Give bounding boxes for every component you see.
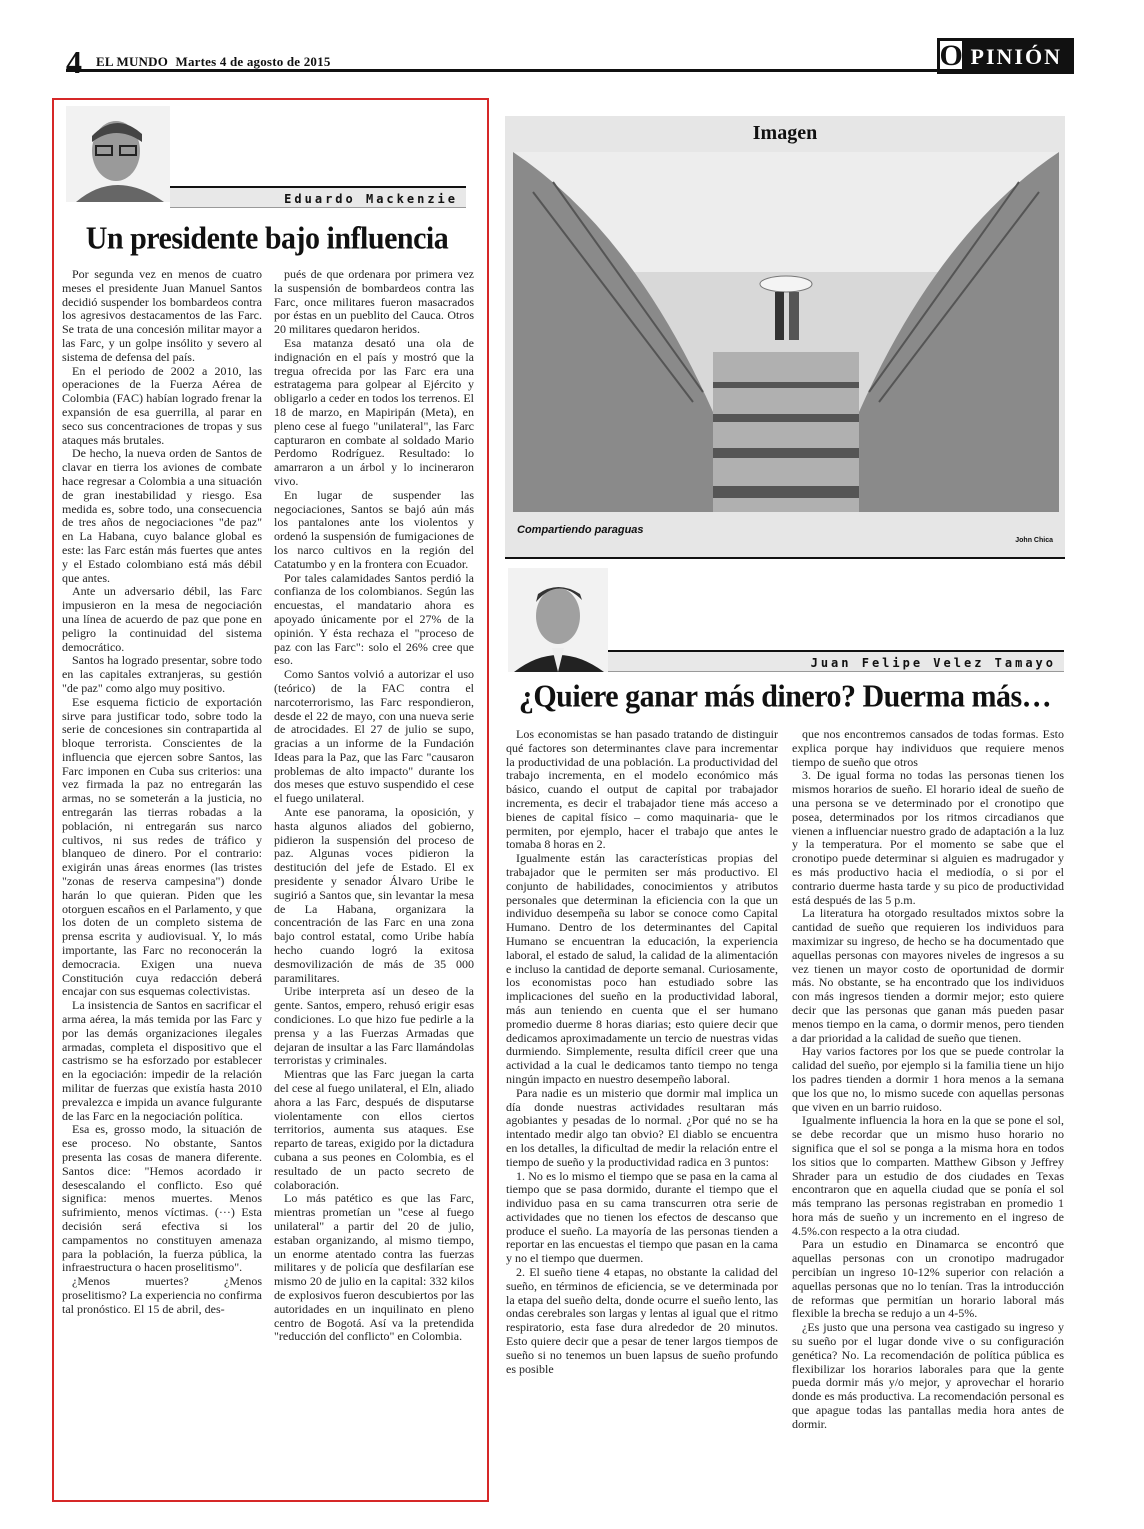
article-2-col2-text — [792, 728, 1064, 1432]
article1-col2-paragraph: En lugar de suspender las negociaciones, Santos se bajó aún más los pantalones ante los violentos y ordenó la suspensión de fumigaciones de los narco cultivos en la región del Catatumbo y en la frontera con Ecuador. — [274, 487, 474, 571]
article1-col1-paragraph: Santos ha logrado presentar, sobre todo en las capitales extranjeras, su gestión "de paz" como algo muy positivo. — [62, 653, 262, 695]
imagen-block — [505, 116, 1065, 559]
author-byline-2: Juan Felipe Velez Tamayo — [608, 650, 1064, 672]
article1-col1-paragraph: La insistencia de Santos en sacrificar el arma aérea, la más temida por las Farc y por las demás organizaciones ilegales armadas, completa el dispositivo que el castrismo se ha esforzado por establecer en la egociación: impedir de la relación militar de fuerzas que existía hasta 2010 prevalezca e impida un avance fulgurante de las Farc en la negociación política. — [62, 998, 262, 1123]
article-2-column-2 — [792, 728, 1064, 1480]
article1-col2-paragraph: Mientras que las Farc juegan la carta del cese al fuego unilateral, el Eln, aliado ahora a las Farc, después de disputarse violentamente con ellos ciertos territorios, aumenta sus ataques. Ese reparto de tareas, exigido por la dictadura cubana a sus peones en Colombia, es el resultado de un pacto secreto de colaboración. — [274, 1067, 474, 1192]
article-1-column-1 — [62, 268, 262, 1494]
article2-col1-paragraph: Los economistas se han pasado tratando de distinguir qué factores son determinantes clave para incrementar la productividad de una población. La productividad del trabajo incrementa, en el modelo económico más básico, cuando el output de capital por trabajador incrementa, es decir el trabajador tiene más acceso a bienes de capital físico – como maquinaria- que le permiten, por ejemplo, hacer el trabajo que antes le tomaba 8 horas en 2. — [506, 728, 778, 852]
article1-col2-paragraph: Por tales calamidades Santos perdió la confianza de los colombianos. Según las encuestas, el mandatario ahora es apoyado únicamente por el 27% de la opinión. Y ésta rechaza el "proceso de paz con las Farc": solo el 26% cree que eso. — [274, 570, 474, 668]
article1-col2-paragraph: Lo más patético es que las Farc, mientras prometían un "cese al fuego unilateral" a partir del 20 de julio, estaban organizando, al mismo tiempo, un enorme atentado contra las fuerzas militares y de policía que desfilarían ese mismo 20 de julio en la capital: 332 kilos de explosivos fueron descubiertos por las autoridades en un inquilinato en pleno centro de Bogotá. Así va la pretendida "reducción del conflicto" en Colombia. — [274, 1191, 474, 1344]
paper-name: EL MUNDO — [96, 54, 169, 69]
issue-date: Martes 4 de agosto de 2015 — [175, 54, 331, 69]
article1-col1-paragraph: En el periodo de 2002 a 2010, las operaciones de la Fuerza Aérea de Colombia (FAC) habían logrado frenar la expansión de esa guerrilla, al parar en seco sus concentraciones de tropas y sus ataques más brutales. — [62, 363, 262, 447]
masthead — [96, 54, 331, 70]
article1-col2-paragraph: Esa matanza desató una ola de indignación en el país y mostró que la tregua ofrecida por las Farc era una estratagema para golpear al Ejército y obligarlo a ceder en todos los terrenos. El 18 de marzo, en Mapiripán (Meta), en pleno cese al fuego "unilateral", las Farc capturaron en combate al soldado Mario Perdomo Rodríguez. Resultado: lo amarraron a un árbol y lo incineraron vivo. — [274, 335, 474, 488]
author-byline-1: Eduardo Mackenzie — [170, 186, 466, 208]
article1-col2-paragraph: Como Santos volvió a autorizar el uso (teórico) de la FAC contra el narcoterrorismo, las Farc respondieron, desde el 22 de mayo, con una nueva serie de atrocidades. El 27 de julio se supo, gracias a un informe de la Fundación Ideas para la Paz, que las Farc "causaron problemas de alto impacto" durante los dos meses que estuvo suspendido el cese el fuego unilateral. — [274, 667, 474, 806]
article2-col1-paragraph: 2. El sueño tiene 4 etapas, no obstante la calidad del sueño, en términos de eficiencia, se ve determinada por la etapa del sueño delta, donde ocurre el sueño lento, las ondas cerebrales son largas y lentas al igual que el ritmo respiratorio, esta fase dura alrededor de 20 minutos. Esto quiere decir que a pesar de tener largos tiempos de sueño si no tenemos un buen lapsus de sueño profundo es posible — [506, 1265, 778, 1376]
article-1-column-2 — [274, 268, 474, 1480]
article1-col2-paragraph: Uribe interpreta así un deseo de la gente. Santos, empero, rehusó erigir esas condiciones. Lo que hizo fue pedirle a la prensa y a las Fuerzas Armadas que dejaran de insultar a las Farc llamándolas terroristas y criminales. — [274, 984, 474, 1068]
imagen-title: Imagen — [752, 122, 818, 144]
article1-col1-paragraph: Ese esquema ficticio de exportación sirve para justificar todo, sobre todo la serie de concesiones sin contrapartida al bloque terrorista. Conscientes de la influencia que ejercen sobre Santos, las Farc imponen en Cuba sus criterios: una vez firmada la paz no entregarán las armas, no se someterán a la justicia, no entregarán las tierras robadas a la población, ni entregarán sus narco cultivos, ni sus redes de tráfico y blanqueo de dinero. Por el contrario: exigirán unas áreas enormes (las tristes "zonas de reserva campesina") donde harán lo que quieran. Piden que les otorguen escaños en el Parlamento, y que los doten de un completo sistema de prensa escrita y audiovisual. Y, lo más importante, las Farc no reconocerán la democracia. Exigen una nueva Constitución cuya redacción deberá encajar con sus esquemas colectivistas. — [62, 694, 262, 999]
article1-col1-paragraph: De hecho, la nueva orden de Santos de clavar en tierra los aviones de combate hace regresar a Colombia a una situación de gran inestabilidad y riesgo. Esa medida es, sobre todo, una consecuencia de tres años de negociaciones "de paz" en La Habana, cuyo balance global es este: las Farc están más fuertes que antes y el Estado colombiano está más débil que antes. — [62, 446, 262, 585]
article1-col1-paragraph: ¿Menos muertes? ¿Menos proselitismo? La experiencia no confirma tal pronóstico. El 15 de abril, des- — [62, 1274, 262, 1316]
article1-col1-paragraph: Por segunda vez en menos de cuatro meses el presidente Juan Manuel Santos decidió suspender los bombardeos contra los agresivos destacamentos de las Farc. Se trata de una concesión militar mayor a las Farc, y un golpe insólito y severo al sistema de defensa del país. — [62, 268, 262, 364]
article2-col2-paragraph: Hay varios factores por los que se puede controlar la calidad del sueño, por ejemplo si la familia tiene un hijo los padres tienden a dormir 1 hora menos a la semana que los que no, lo mismo sucede con aquellas personas que viven en un barrio ruidoso. — [792, 1044, 1064, 1114]
photo-credit: John Chica — [1015, 537, 1053, 544]
article2-col1-paragraph: Para nadie es un misterio que dormir mal implica un día donde nuestras actividades resultaran más agobiantes y pesadas de lo normal. ¿Por qué no se ha intentado medir algo tan obvio? El diablo se encuentra en los detalles, la dificultad de medir la relación entre el tiempo de sueño y la productividad radica en 3 puntos: — [506, 1085, 778, 1169]
article1-col1-paragraph: Ante un adversario débil, las Farc impusieron en la mesa de negociación una línea de acuerdo de paz que pone en peligro la continuidad del sistema democrático. — [62, 584, 262, 654]
photo-caption: Compartiendo paraguas — [517, 524, 644, 536]
article2-col2-paragraph: La literatura ha otorgado resultados mixtos sobre la cantidad de sueño que requieren los individuos para maximizar su ingreso, de hecho se ha documentado que aquellas personas con mayores niveles de ingresos a su vez tienen un mayor costo de oportunidad de dormir más. No obstante, se ha encontrado que los individuos con más ingresos tienden a dormir mejor; esto quiere decir que las personas que ganan más pueden pasar menos tiempo en la cama, o dormir menos, pero tienden a dar prioridad a la calidad de sueño que tienen. — [792, 906, 1064, 1045]
article-1-headline: Un presidente bajo influencia — [85, 221, 449, 256]
article2-col2-paragraph: ¿Es justo que una persona vea castigado su ingreso y su sueño por el lugar donde vive o su configuración genética? No. La recomendación de política pública es flexibilizar los horarios laborales para que la gente pueda dormir más y/o mejor, y aprovechar el horario donde es más productiva. La recomendación personal es que apague todas las pantallas media hora antes de dormir. — [792, 1320, 1064, 1431]
page-number: 4 — [66, 44, 82, 80]
article2-col1-paragraph: 1. No es lo mismo el tiempo que se pasa en la cama al tiempo que se pasa dormido, durante el tiempo que el individuo pasa en su cama transcurren otra serie de actividades que no tienen los efectos de descanso que produce el sueño. La mayoría de las personas tienden a reportar en las encuestas el tiempo que pasan en la cama y no el tiempo que duermen. — [506, 1168, 778, 1266]
section-initial: O — [937, 38, 965, 74]
article2-col2-paragraph: 3. De igual forma no todas las personas tienen los mismos horarios de sueño. El horario ideal de sueño de una persona se ve determinado por el cronotipo que posea, determinados por los ritmos circadianos que vienen a influenciar nuestro grado de adaptación a la luz y la temperatura. Por el momento se sabe que el cronotipo puede determinar si alguien es madrugador y es más productivo hacia el mediodía, o si por el contrario duerme hasta tarde y su pico de productividad está después de las 5 p.m. — [792, 768, 1064, 907]
author-photo-mackenzie — [66, 106, 170, 202]
author-photo-velez — [508, 568, 608, 672]
article-1-col1-text — [62, 268, 262, 1317]
bridge-photo — [513, 152, 1059, 512]
article-1-col2-text — [274, 268, 474, 1344]
article2-col2-paragraph: Para un estudio en Dinamarca se encontró que aquellas personas con un cronotipo madrugador percibían un ingreso 10-12% superior con relación a aquellas personas que no lo tenían. Tras la introducción de reformas que permitían un horario laboral más flexible la brecha se redujo a un 4-5%. — [792, 1237, 1064, 1321]
article1-col2-paragraph: pués de que ordenara por primera vez la suspensión de bombardeos contra las Farc, once militares fueron masacrados por éstas en un pueblito del Cauca. Otros 20 militares quedaron heridos. — [274, 268, 474, 337]
article-2-headline: ¿Quiere ganar más dinero? Duerma más… — [518, 679, 1052, 714]
article-2-col1-text — [506, 728, 778, 1376]
article2-col2-paragraph: Igualmente influencia la hora en la que se pone el sol, se debe recordar que un mismo huso horario no significa que el sol se ponga a la misma hora en todos los sitios que lo comparten. Matthew Gibson y Jeffrey Shrader para un estudio de dos ciudades en Texas encontraron que en aquella ciudad que se ponía el sol más temprano las personas registraban en promedio 1 hora más de sueño y un incremento en el ingreso de 4.5%.con respecto a la otra ciudad. — [792, 1113, 1064, 1238]
section-label — [937, 38, 1074, 74]
article2-col1-paragraph: Igualmente están las características propias del trabajador que le permiten ser más productivo. El conjunto de habilidades, conocimientos y atributos personales que determinan la eficiencia con la que un individuo desempeña su labor se conoce como Capital Humano. Dentro de los determinantes del Capital Humano se encuentran la educación, la experiencia laboral, el estado de salud, la calidad de la alimentación e incluso la cantidad de deporte semanal. Curiosamente, los economistas poco han estudiado sobre las implicaciones del sueño en la productividad laboral, más aun teniendo en cuenta que el ser humano promedio duerme 8 horas diarias; esto quiere decir que dedicamos aproximadamente un tercio de nuestras vidas durmiendo. Simplemente, resulta difícil creer que una actividad a la cual le dedicamos tanto tiempo no tenga ningún impacto en nuestro desempeño laboral. — [506, 851, 778, 1086]
article-2-column-1 — [506, 728, 778, 1488]
article1-col1-paragraph: Esa es, grosso modo, la situación de ese proceso. No obstante, Santos presenta las cosas de manera diferente. Santos dice: "Hemos acordado ir desescalando el conflicto. Eso qué significa: menos muertes. Menos sufrimiento, menos víctimas. (···) Esta decisión será efectiva si los campamentos no constituyen amenaza para la población, la fuerza pública, la infraestructura o hacen proselitismo". — [62, 1122, 262, 1275]
section-name: PINIÓN — [965, 38, 1074, 74]
article1-col2-paragraph: Ante ese panorama, la oposición, y hasta algunos aliados del gobierno, pidieron la suspensión del proceso de paz. Algunas voces pidieron la destitución del jefe de Estado. El ex presidente y senador Álvaro Uribe le sugirió a Santos que, sin levantar la mesa de La Habana, organizara la concentración de las Farc en una zona bajo control estatal, como Uribe había hecho cuando logró la exitosa desmovilización de más de 35 000 paramilitares. — [274, 805, 474, 985]
article2-col2-paragraph: que nos encontremos cansados de todas formas. Esto explica porque hay individuos que requiere menos tiempo de sueño que otros — [792, 728, 1064, 769]
